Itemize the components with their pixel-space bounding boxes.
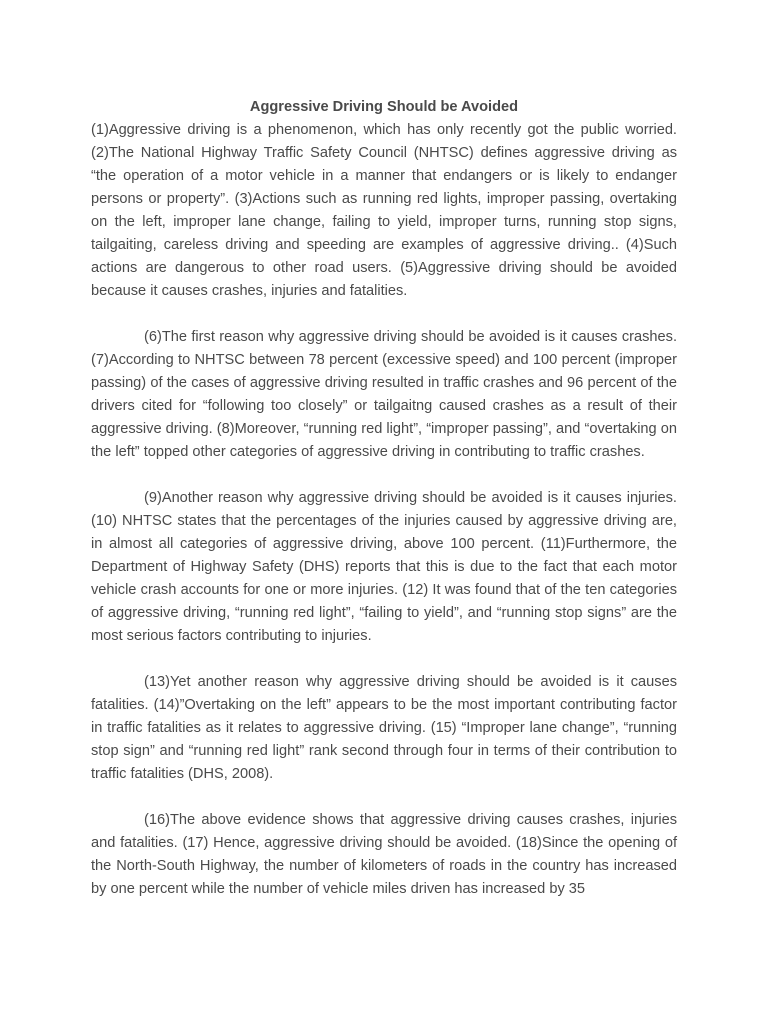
document-title: Aggressive Driving Should be Avoided [249, 99, 519, 115]
paragraph-crashes: (6)The first reason why aggressive driving should be avoided is it causes crashes. (7)According to NHTSC between 78 percent (excessive speed) and 100 percent (improper passing) of the cases of aggressive driving resulted in traffic crashes and 96 percent of the drivers cited for “following too closely” or tailgaitng caused crashes as a result of their aggressive driving. (8)Moreover, “running red light”, “improper passing”, and “overtaking on the left” topped other categories of aggressive driving in contributing to traffic crashes. [91, 329, 677, 460]
paragraph-injuries: (9)Another reason why aggressive driving should be avoided is it causes injuries.(10) NHTSC states that the percentages of the injuries caused by aggressive driving are, in almost all categories of aggressive driving, above 100 percent. (11)Furthermore, the Department of Highway Safety (DHS) reports that this is due to the fact that each motor vehicle crash accounts for one or more injuries. (12) It was found that of the ten categories of aggressive driving, “running red light”, “failing to yield”, and “running stop signs” are the most serious factors contributing to injuries. [91, 490, 677, 644]
paragraph-conclusion: (16)The above evidence shows that aggressive driving causes crashes, injuries and fatalities. (17) Hence, aggressive driving should be avoided. (18)Since the opening of the North-South Highway, the number of kilometers of roads in the country has increased by one percent while the number of vehicle miles driven has increased by 35 [91, 812, 677, 897]
paragraph-intro: (1)Aggressive driving is a phenomenon, which has only recently got the public worried. (2)The National Highway Traffic Safety Council (NHTSC) defines aggressive driving as “the operation of a motor vehicle in a manner that endangers or is likely to endanger persons or property”. (3)Actions such as running red lights, improper passing, overtaking on the left, improper lane change, failing to yield, improper turns, running stop signs, tailgaiting, careless driving and speeding are examples of aggressive driving.. (4)Such actions are dangerous to other road users. (5)Aggressive driving should be avoided because it causes crashes, injuries and fatalities. [91, 122, 677, 299]
document-page [91, 96, 677, 924]
paragraph-fatalities: (13)Yet another reason why aggressive driving should be avoided is it causes fatalities. (14)”Overtaking on the left” appears to be the most important contributing factor in traffic fatalities as it relates to aggressive driving. (15) “Improper lane change”, “running stop sign” and “running red light” rank second through four in terms of their contribution to traffic fatalities (DHS, 2008). [91, 674, 677, 782]
